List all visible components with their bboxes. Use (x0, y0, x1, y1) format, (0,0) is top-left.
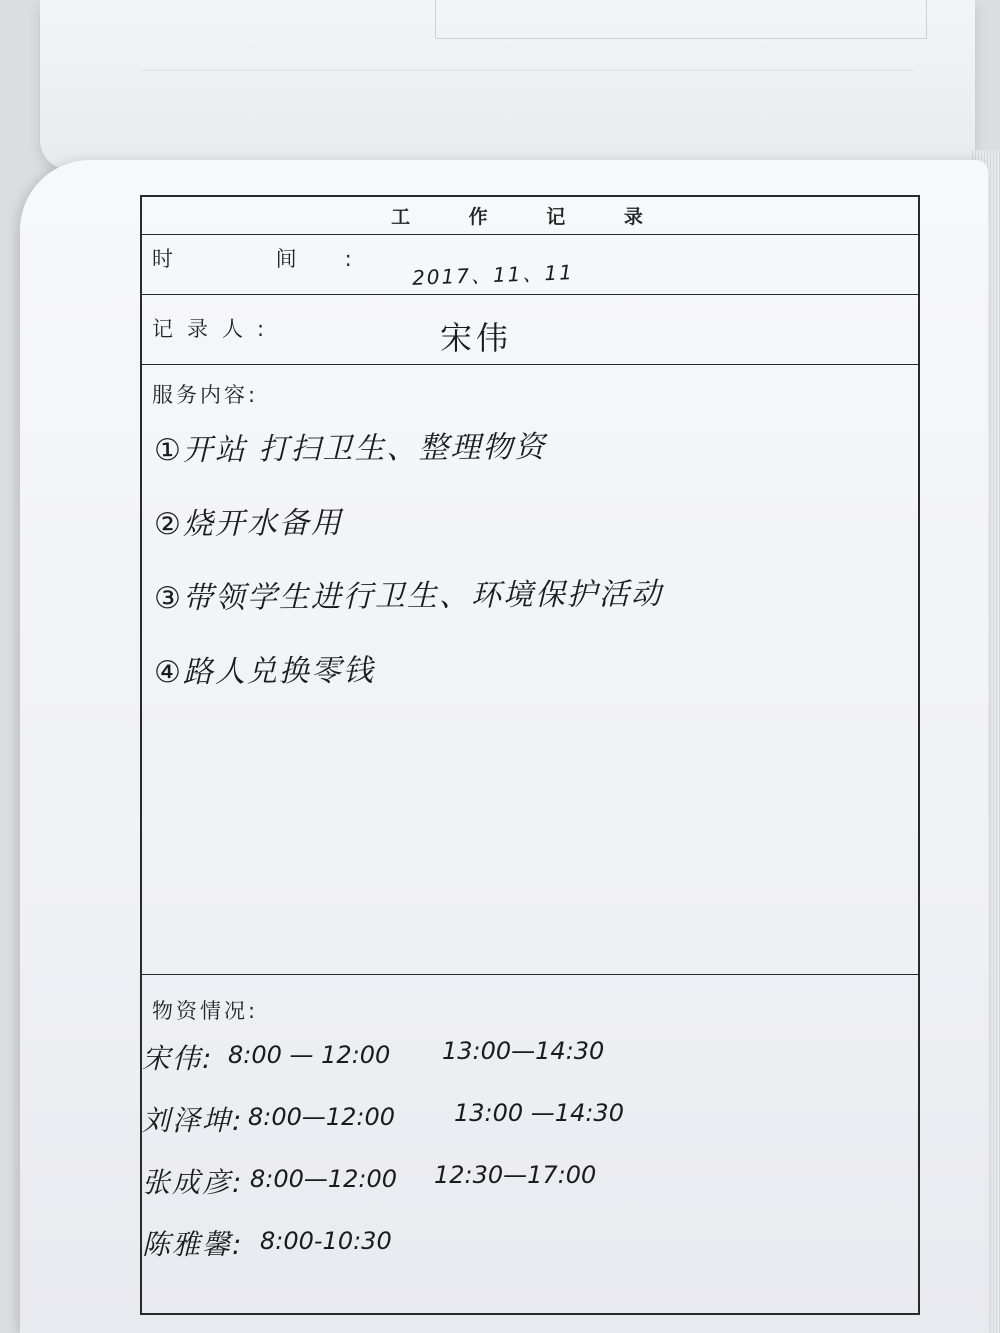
schedule-list (142, 1037, 918, 1285)
recorder-row (142, 295, 918, 365)
service-content-row (142, 365, 918, 975)
back-page (40, 0, 975, 170)
back-page-line (140, 70, 915, 71)
afternoon-shift: 13:00—14:30 (442, 1037, 605, 1065)
supplies-label: 物资情况: (152, 999, 259, 1023)
morning-shift: 8:00—12:00 (248, 1103, 396, 1131)
service-item: ①开站 打扫卫生、整理物资 (153, 429, 547, 469)
form-title-row (142, 197, 918, 235)
time-value: 2017、11、11 (411, 260, 575, 290)
service-content-label: 服务内容: (152, 383, 259, 407)
work-record-form (140, 195, 920, 1315)
service-item: ③带领学生进行卫生、环境保护活动 (153, 576, 664, 617)
back-page-form-edge (435, 0, 927, 39)
person-name: 宋伟: (142, 1042, 214, 1075)
person-name: 陈雅馨: (142, 1228, 244, 1261)
service-item: ④路人兑换零钱 (153, 653, 376, 691)
service-content-list (154, 423, 663, 719)
form-title: 工 作 记 录 (391, 206, 669, 228)
person-name: 张成彦: (142, 1166, 244, 1199)
recorder-label: 记录人: (152, 317, 279, 341)
morning-shift: 8:00-10:30 (260, 1227, 392, 1255)
recorder-value: 宋伟 (440, 319, 513, 357)
schedule-row (142, 1161, 918, 1223)
schedule-row (142, 1037, 918, 1099)
afternoon-shift: 13:00 —14:30 (454, 1099, 624, 1127)
afternoon-shift: 12:30—17:00 (434, 1161, 597, 1189)
time-row (142, 235, 918, 295)
morning-shift: 8:00—12:00 (250, 1165, 398, 1193)
schedule-row (142, 1223, 918, 1285)
person-name: 刘泽坤: (142, 1104, 244, 1137)
time-label: 时 间: (152, 247, 400, 271)
morning-shift: 8:00 — 12:00 (228, 1041, 391, 1069)
schedule-row (142, 1099, 918, 1161)
supplies-row (142, 975, 918, 1313)
service-item: ②烧开水备用 (153, 505, 344, 543)
